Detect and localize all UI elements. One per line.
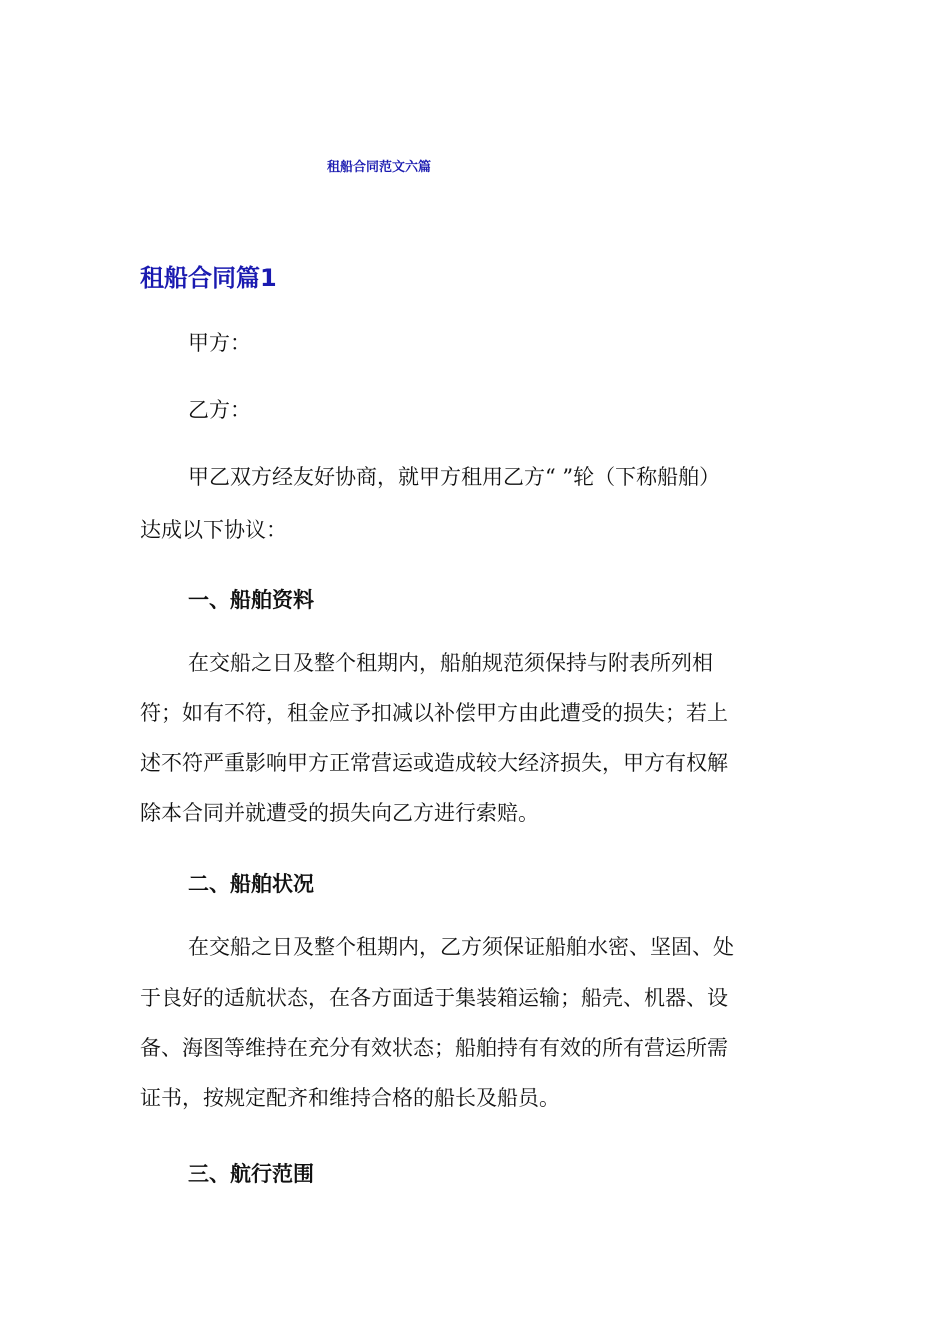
clause-heading: 一、船舶资料	[188, 588, 314, 612]
document-header: 租船合同范文六篇	[327, 160, 432, 175]
party-b-label: 乙方：	[188, 398, 251, 422]
clause-line: 备、海图等维持在充分有效状态；船舶持有有效的所有营运所需	[140, 1036, 728, 1060]
clause-line: 符；如有不符，租金应予扣减以补偿甲方由此遭受的损失；若上	[140, 701, 728, 725]
clause-heading: 三、航行范围	[188, 1162, 314, 1186]
section-title: 租船合同篇1	[140, 264, 277, 292]
clause-line: 除本合同并就遭受的损失向乙方进行索赔。	[140, 801, 539, 825]
intro-line: 达成以下协议：	[140, 518, 287, 542]
clause-line: 在交船之日及整个租期内，船舶规范须保持与附表所列相	[188, 651, 713, 675]
intro-line: 甲乙双方经友好协商，就甲方租用乙方“ ”轮（下称船舶）	[188, 465, 721, 489]
clause-line: 在交船之日及整个租期内，乙方须保证船舶水密、坚固、处	[188, 935, 734, 959]
party-a-label: 甲方：	[188, 331, 251, 355]
clause-line: 证书，按规定配齐和维持合格的船长及船员。	[140, 1086, 560, 1110]
clause-line: 于良好的适航状态，在各方面适于集装箱运输；船壳、机器、设	[140, 986, 728, 1010]
clause-heading: 二、船舶状况	[188, 872, 314, 896]
clause-line: 述不符严重影响甲方正常营运或造成较大经济损失，甲方有权解	[140, 751, 728, 775]
